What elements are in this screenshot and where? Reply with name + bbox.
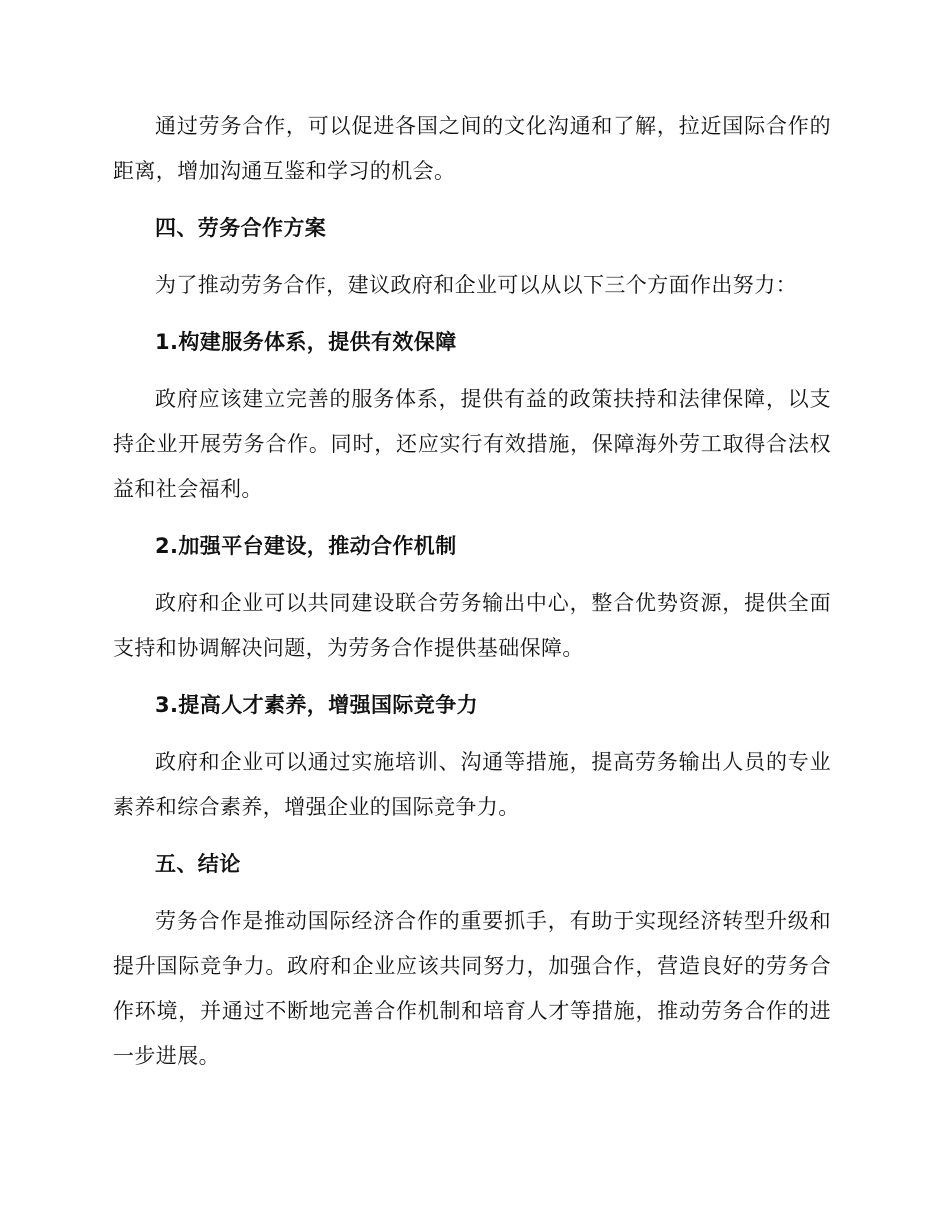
paragraph-intro-efforts: 为了推动劳务合作，建议政府和企业可以从以下三个方面作出努力：	[155, 273, 797, 297]
spacer	[113, 830, 831, 842]
paragraph-cultural-exchange: 通过劳务合作，可以促进各国之间的文化沟通和了解，拉近国际合作的距离，增加沟通互鉴和学习的机会。	[113, 114, 831, 183]
spacer	[113, 887, 831, 899]
paragraph-service-system: 政府应该建立完善的服务体系，提供有益的政策扶持和法律保障，以支持企业开展劳务合作。同时，还应实行有效措施，保障海外劳工取得合法权益和社会福利。	[113, 387, 831, 501]
section-heading-5: 五、结论	[155, 852, 241, 876]
spacer	[113, 728, 831, 740]
spacer	[113, 308, 831, 320]
document-page	[113, 104, 831, 1079]
spacer	[113, 194, 831, 206]
section-heading-4: 四、劳务合作方案	[155, 216, 327, 240]
subheading-1: 1.构建服务体系，提供有效保障	[155, 330, 457, 354]
subheading-2: 2.加强平台建设，推动合作机制	[155, 534, 457, 558]
paragraph-talent: 政府和企业可以通过实施培训、沟通等措施，提高劳务输出人员的专业素养和综合素养，增强企业的国际竞争力。	[113, 750, 831, 819]
paragraph-conclusion: 劳务合作是推动国际经济合作的重要抓手，有助于实现经济转型升级和提升国际竞争力。政府和企业应该共同努力，加强合作，营造良好的劳务合作环境，并通过不断地完善合作机制和培育人才等措施，推动劳务合作的进一步进展。	[113, 909, 831, 1068]
spacer	[113, 569, 831, 581]
paragraph-platform: 政府和企业可以共同建设联合劳务输出中心，整合优势资源，提供全面支持和协调解决问题，为劳务合作提供基础保障。	[113, 591, 831, 660]
subheading-3: 3.提高人才素养，增强国际竞争力	[155, 693, 478, 717]
spacer	[113, 365, 831, 377]
spacer	[113, 251, 831, 263]
spacer	[113, 512, 831, 524]
spacer	[113, 671, 831, 683]
